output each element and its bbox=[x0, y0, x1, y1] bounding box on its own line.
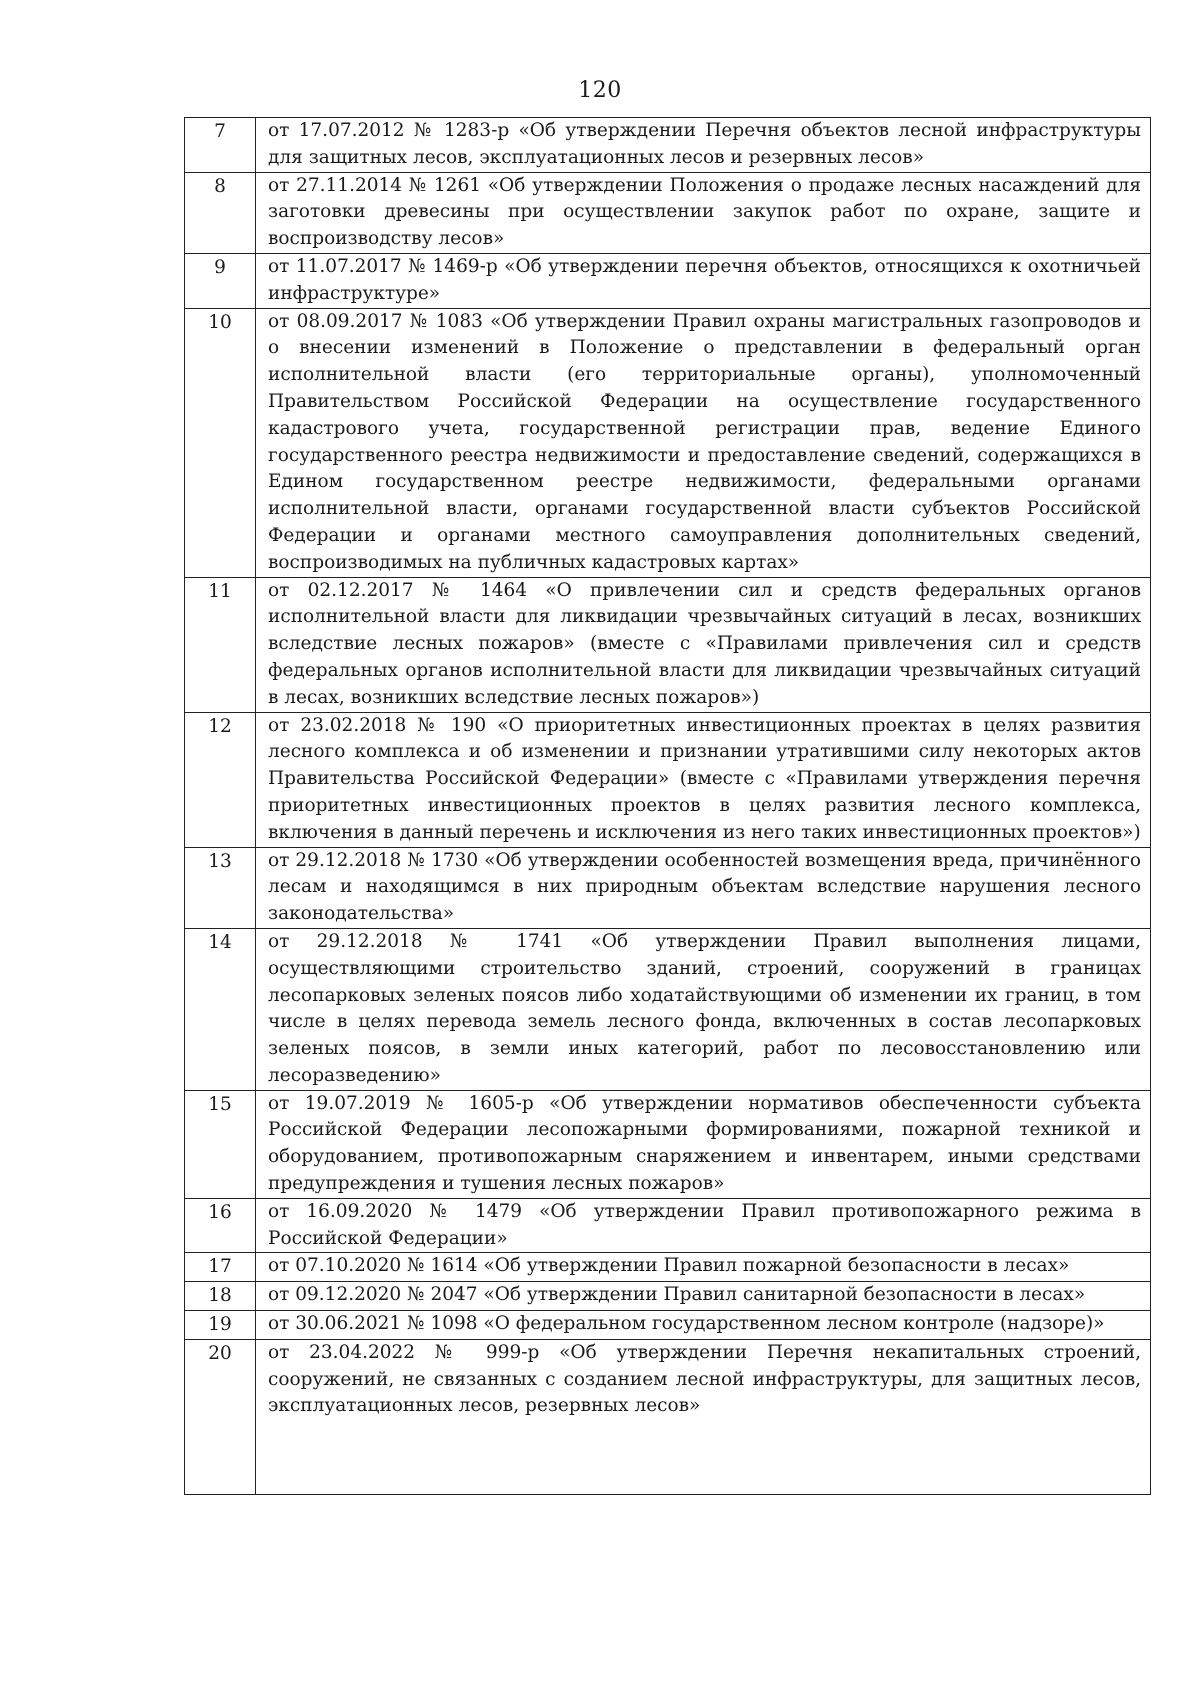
table-row bbox=[185, 847, 1151, 928]
row-text: от 08.09.2017 № 1083 «Об утверждении Правил охраны магистральных газопроводов и о внесении изменений в Положение о представлении в федеральный орган исполнительной власти (его территориальные органы), уполномоченный Правительством Российской Федерации на осуществление государственного кадастрового учета, государственной регистрации прав, ведение Единого государственного реестра недвижимости и предоставление сведений, содержащихся в Едином государственном реестре недвижимости, федеральными органами исполнительной власти, органами государственной власти субъектов Российской Федерации и органами местного самоуправления дополнительных сведений, воспроизводимых на публичных кадастровых картах» bbox=[256, 308, 1151, 577]
row-number: 17 bbox=[185, 1253, 256, 1282]
row-text: от 23.04.2022 № 999-р «Об утверждении Перечня некапитальных строений, сооружений, не связанных с созданием лесной инфраструктуры, для защитных лесов, эксплуатационных лесов, резервных лесов» bbox=[256, 1339, 1151, 1494]
row-number: 9 bbox=[185, 253, 256, 308]
row-number: 15 bbox=[185, 1090, 256, 1198]
row-number: 19 bbox=[185, 1311, 256, 1340]
table-row bbox=[185, 1090, 1151, 1198]
row-number: 10 bbox=[185, 308, 256, 577]
row-number: 18 bbox=[185, 1282, 256, 1311]
row-number: 11 bbox=[185, 577, 256, 712]
row-text: от 23.02.2018 № 190 «О приоритетных инвестиционных проектах в целях развития лесного комплекса и об изменении и признании утратившими силу некоторых актов Правительства Российской Федерации» (вместе с «Правилами утверждения перечня приоритетных инвестиционных проектов в целях развития лесного комплекса, включения в данный перечень и исключения из него таких инвестиционных проектов») bbox=[256, 712, 1151, 847]
row-number: 12 bbox=[185, 712, 256, 847]
regulations-table bbox=[184, 117, 1151, 1495]
row-text: от 07.10.2020 № 1614 «Об утверждении Правил пожарной безопасности в лесах» bbox=[256, 1253, 1151, 1282]
table-row bbox=[185, 1282, 1151, 1311]
row-text: от 27.11.2014 № 1261 «Об утверждении Положения о продаже лесных насаждений для заготовки древесины при осуществлении закупок работ по охране, защите и воспроизводству лесов» bbox=[256, 172, 1151, 253]
row-number: 13 bbox=[185, 847, 256, 928]
row-number: 8 bbox=[185, 172, 256, 253]
row-text: от 29.12.2018 № 1741 «Об утверждении Правил выполнения лицами, осуществляющими строительство зданий, строений, сооружений в границах лесопарковых зеленых поясов либо ходатайствующими об изменении их границ, в том числе в целях перевода земель лесного фонда, включенных в состав лесопарковых зеленых поясов, в земли иных категорий, работ по лесовосстановлению или лесоразведению» bbox=[256, 928, 1151, 1090]
table-row bbox=[185, 172, 1151, 253]
table-row bbox=[185, 118, 1151, 173]
table-row bbox=[185, 577, 1151, 712]
row-text: от 17.07.2012 № 1283-р «Об утверждении Перечня объектов лесной инфраструктуры для защитных лесов, эксплуатационных лесов и резервных лесов» bbox=[256, 118, 1151, 173]
table-row bbox=[185, 1253, 1151, 1282]
row-number: 20 bbox=[185, 1339, 256, 1494]
row-number: 7 bbox=[185, 118, 256, 173]
table-row bbox=[185, 308, 1151, 577]
table-row bbox=[185, 712, 1151, 847]
page-number: 120 bbox=[578, 78, 622, 103]
row-number: 16 bbox=[185, 1198, 256, 1253]
row-text: от 29.12.2018 № 1730 «Об утверждении особенностей возмещения вреда, причинённого лесам и находящимся в них природным объектам вследствие нарушения лесного законодательства» bbox=[256, 847, 1151, 928]
row-text: от 02.12.2017 № 1464 «О привлечении сил и средств федеральных органов исполнительной власти для ликвидации чрезвычайных ситуаций в лесах, возникших вследствие лесных пожаров» (вместе с «Правилами привлечения сил и средств федеральных органов исполнительной власти для ликвидации чрезвычайных ситуаций в лесах, возникших вследствие лесных пожаров») bbox=[256, 577, 1151, 712]
table-row bbox=[185, 928, 1151, 1090]
table-row bbox=[185, 1198, 1151, 1253]
row-text: от 30.06.2021 № 1098 «О федеральном государственном лесном контроле (надзоре)» bbox=[256, 1311, 1151, 1340]
row-number: 14 bbox=[185, 928, 256, 1090]
row-text: от 16.09.2020 № 1479 «Об утверждении Правил противопожарного режима в Российской Федерации» bbox=[256, 1198, 1151, 1253]
row-text: от 11.07.2017 № 1469-р «Об утверждении перечня объектов, относящихся к охотничьей инфраструктуре» bbox=[256, 253, 1151, 308]
row-text: от 19.07.2019 № 1605-р «Об утверждении нормативов обеспеченности субъекта Российской Федерации лесопожарными формированиями, пожарной техникой и оборудованием, противопожарным снаряжением и инвентарем, иными средствами предупреждения и тушения лесных пожаров» bbox=[256, 1090, 1151, 1198]
table-row bbox=[185, 1311, 1151, 1340]
row-text: от 09.12.2020 № 2047 «Об утверждении Правил санитарной безопасности в лесах» bbox=[256, 1282, 1151, 1311]
table-row bbox=[185, 253, 1151, 308]
table-row bbox=[185, 1339, 1151, 1494]
